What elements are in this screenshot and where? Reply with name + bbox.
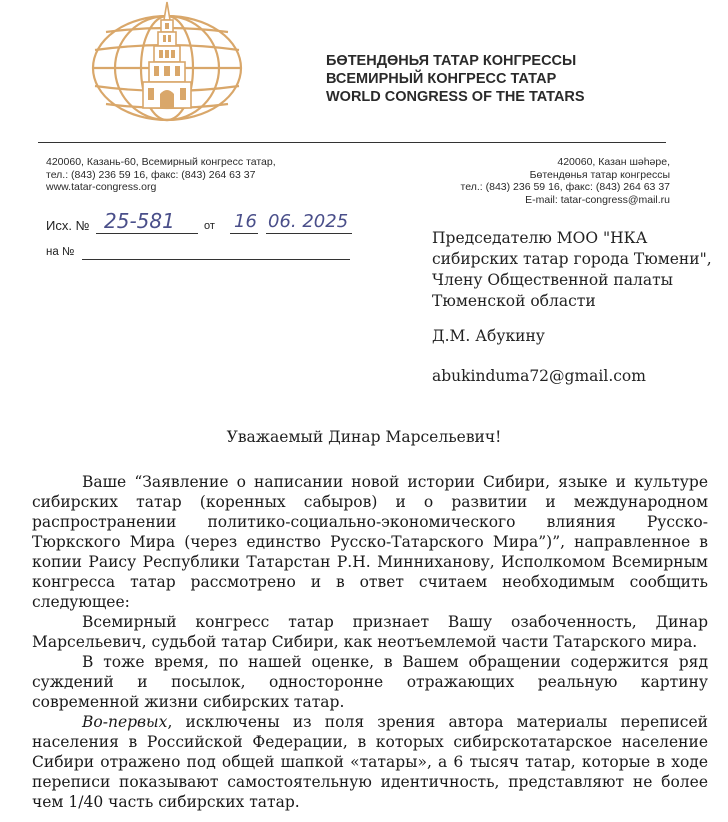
address-left-line: www.tatar-congress.org	[46, 181, 157, 193]
org-name-tatar: БӨТЕНДӨНЬЯ ТАТАР КОНГРЕССЫ	[326, 53, 577, 69]
date-rest-value: 06. 2025	[268, 211, 349, 232]
reply-number-label: на №	[46, 246, 75, 258]
recipient-name: Д.М. Абукину	[432, 327, 545, 345]
address-right-line: Бөтендөнья татар конгрессы	[529, 168, 670, 181]
date-label: от	[204, 220, 215, 232]
date-rest-line	[266, 233, 352, 234]
outgoing-number-value: 25-581	[104, 209, 175, 233]
date-day-value: 16	[234, 211, 257, 232]
recipient-line: сибирских татар города Тюмени",	[432, 250, 712, 268]
header-divider	[38, 142, 666, 143]
paragraph-4-text: , исключены из поля зрения автора материалы переписей населения в Российской Федерации, в которых сибирскотатарское население Сибири отражено под общей шапкой «татары», а 6 тысяч татар, которые в ходе переписи показывают самостоятельную идентичность, представляют не более чем 1/40 часть сибирских татар.	[32, 713, 708, 811]
paragraph-4-lead: Во-первых	[82, 713, 168, 731]
recipient-line: Председателю МОО "НКА	[432, 229, 648, 247]
address-right-line: тел.: (843) 236 59 16, факс: (843) 264 63 37	[460, 181, 670, 193]
reply-number-line	[82, 259, 350, 260]
recipient-block	[432, 228, 712, 387]
outgoing-number-label: Исх. №	[46, 218, 90, 233]
outgoing-number-line	[96, 233, 198, 234]
organization-names	[326, 52, 626, 106]
letter-salutation: Уважаемый Динар Марсельевич!	[226, 428, 502, 446]
letter-paragraph-1: Ваше “Заявление о написании новой истории Сибири, языке и культуре сибирских татар (коренных сабыров) и о развитии и международном распространении политико-социально-экономического влияния Русско-Тюркского Мира (через единство Русско-Татарского Мира”)”, направленное в копии Раису Республики Татарстан Р.Н. Минниханову, Исполкомом Всемирным конгресса татар рассмотрено и в ответ считаем необходимым сообщить следующее:	[32, 473, 708, 611]
globe-tower-logo-icon	[84, 0, 250, 124]
recipient-line: Тюменской области	[432, 292, 596, 310]
letter-paragraph-2: Всемирный конгресс татар признает Вашу озабоченность, Динар Марсельевич, судьбой татар Сибири, как неотъемлемой части Татарского мира.	[32, 613, 708, 651]
address-right-line: 420060, Казан шәһәре,	[557, 156, 670, 168]
org-name-russian: ВСЕМИРНЫЙ КОНГРЕСС ТАТАР	[326, 71, 557, 87]
letter-paragraph-4	[32, 712, 708, 812]
recipient-line: Члену Общественной палаты	[432, 271, 673, 289]
org-name-english: WORLD CONGRESS OF THE TATARS	[326, 89, 585, 105]
address-left	[46, 156, 276, 194]
address-right-line: E-mail: tatar-congress@mail.ru	[525, 193, 670, 206]
congress-logo	[84, 0, 250, 124]
address-left-line: тел.: (843) 236 59 16, факс: (843) 264 63 37	[46, 168, 256, 181]
address-right	[461, 156, 670, 206]
letter-paragraph-3: В тоже время, по нашей оценке, в Вашем обращении содержится ряд суждений и посылок, односторонне отражающих реальную картину современной жизни сибирских татар.	[32, 653, 708, 711]
recipient-email: abukinduma72@gmail.com	[432, 367, 646, 385]
address-left-line: 420060, Казань-60, Всемирный конгресс татар,	[46, 156, 276, 168]
date-day-line	[230, 233, 258, 234]
